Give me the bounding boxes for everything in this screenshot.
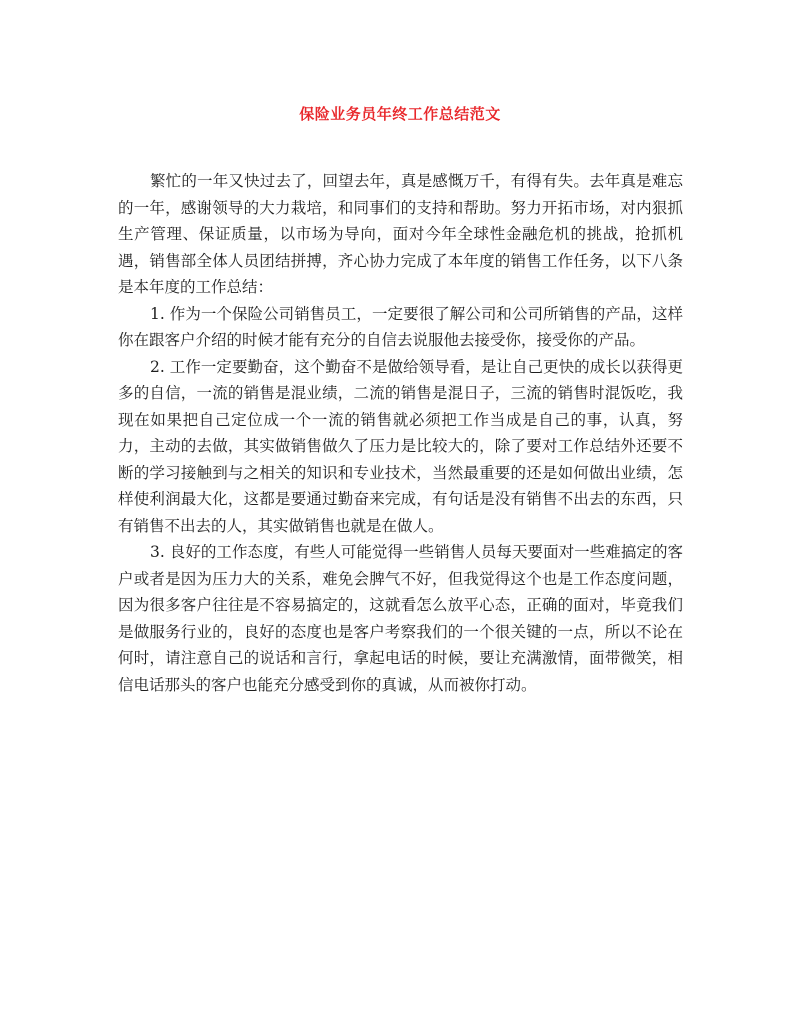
document-title: 保险业务员年终工作总结范文 xyxy=(299,105,501,123)
paragraph-item-1: 1. 作为一个保险公司销售员工，一定要很了解公司和公司所销售的产品，这样你在跟客户介绍的时候才能有充分的自信去说服他去接受你，接受你的产品。 xyxy=(118,304,683,349)
paragraph-item-2: 2. 工作一定要勤奋，这个勤奋不是做给领导看，是让自己更快的成长以获得更多的自信，一流的销售是混业绩，二流的销售是混日子，三流的销售时混饭吃，我现在如果把自己定位成一个一流的销售就必须把工作当成是自己的事，认真，努力，主动的去做，其实做销售做久了压力是比较大的，除了要对工作总结外还要不断的学习接触到与之相关的知识和专业技术，当然最重要的还是如何做出业绩，怎样使利润最大化，这都是要通过勤奋来完成，有句话是没有销售不出去的东西，只有销售不出去的人，其实做销售也就是在做人。 xyxy=(118,357,683,535)
paragraph-intro: 繁忙的一年又快过去了，回望去年，真是感慨万千，有得有失。去年真是难忘的一年，感谢领导的大力栽培，和同事们的支持和帮助。努力开拓市场，对内狠抓生产管理、保证质量，以市场为导向，面对今年全球性金融危机的挑战，抢抓机遇，销售部全体人员团结拼搏，齐心协力完成了本年度的销售工作任务，以下八条是本年度的工作总结： xyxy=(118,172,683,296)
document-body xyxy=(118,168,683,698)
paragraph-item-3: 3. 良好的工作态度，有些人可能觉得一些销售人员每天要面对一些难搞定的客户或者是因为压力大的关系，难免会脾气不好，但我觉得这个也是工作态度问题，因为很多客户往往是不容易搞定的，这就看怎么放平心态，正确的面对，毕竟我们是做服务行业的，良好的态度也是客户考察我们的一个很关键的一点，所以不论在何时，请注意自己的说话和言行，拿起电话的时候，要让充满激情，面带微笑，相信电话那头的客户也能充分感受到你的真诚，从而被你打动。 xyxy=(118,543,683,694)
